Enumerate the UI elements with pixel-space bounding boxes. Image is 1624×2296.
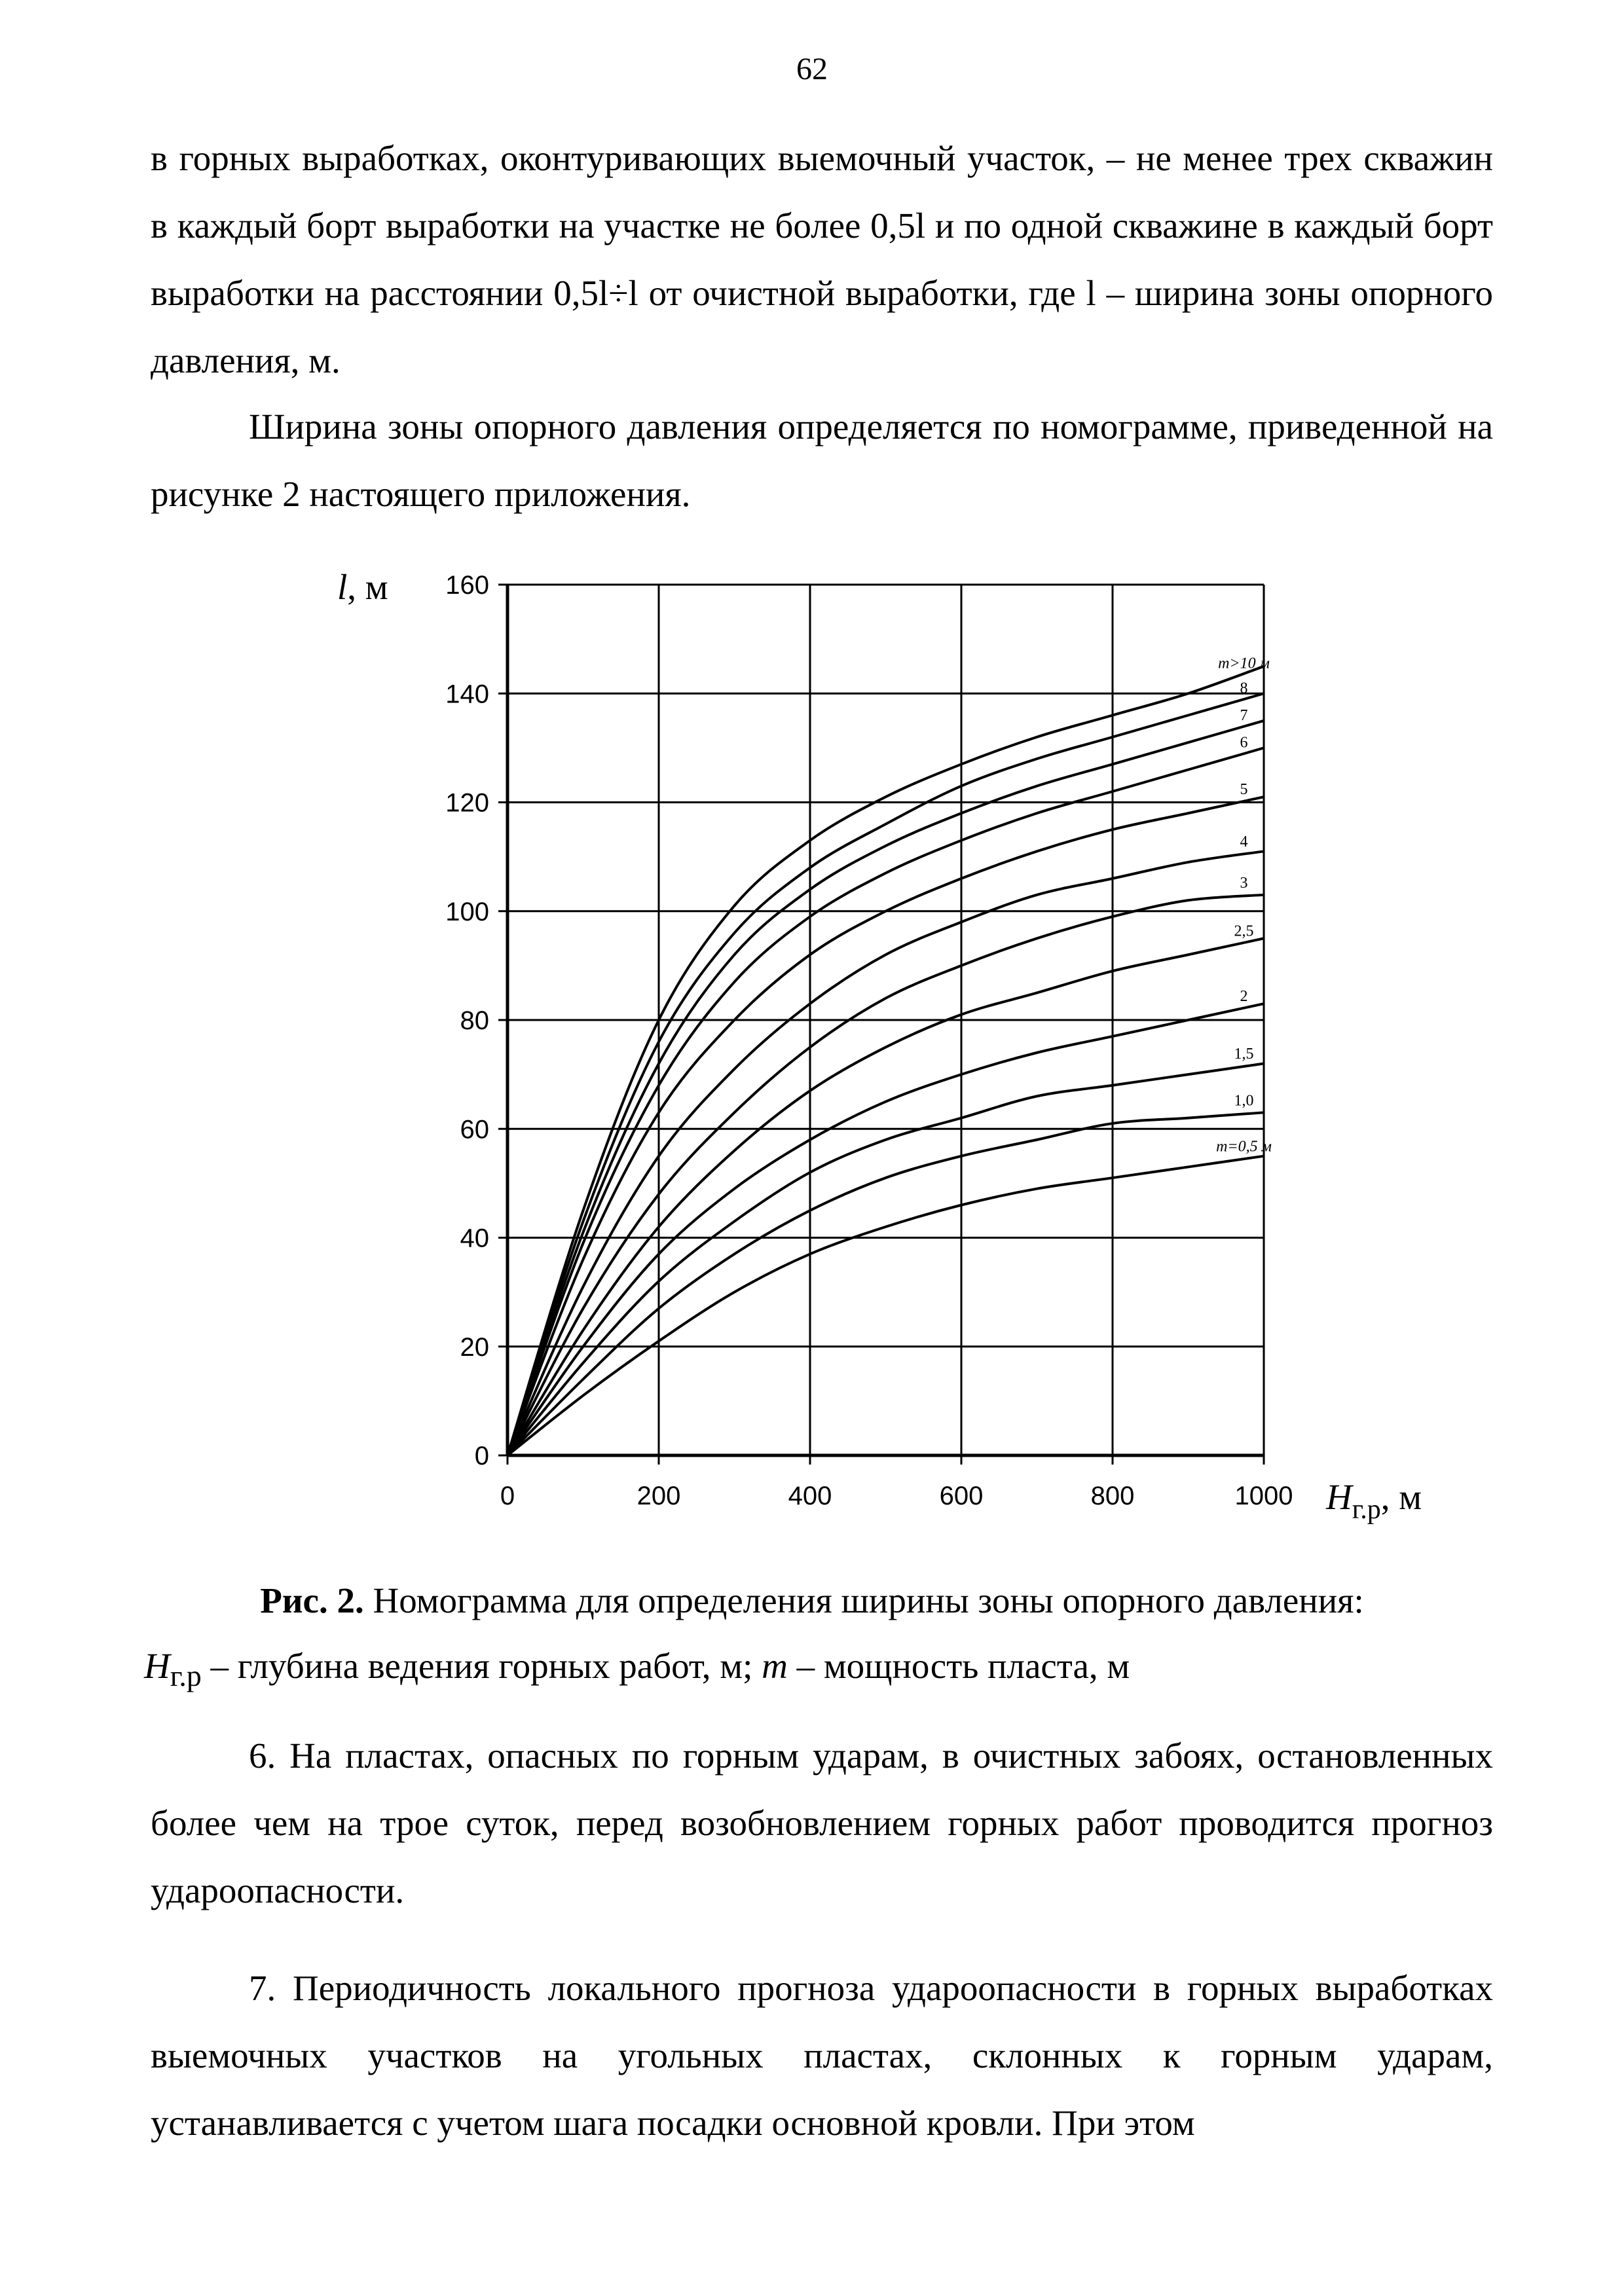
x-tick-label: 1000 [1234,1482,1293,1510]
series-label: 4 [1240,833,1248,850]
grid [498,585,1264,1465]
series-label: 5 [1240,781,1248,799]
y-axis-unit: , м [347,567,388,607]
x-tick-label: 0 [500,1482,515,1510]
caption-m-description: – мощность пласта, м [787,1646,1130,1686]
caption-h-description: – глубина ведения горных работ, м; [201,1646,762,1686]
y-tick-label: 80 [460,1006,489,1035]
y-tick-label: 40 [460,1224,489,1253]
x-axis-symbol: H [1326,1477,1352,1517]
x-tick-label: 200 [637,1482,681,1510]
caption-h-symbol: H [144,1646,170,1686]
series-line-3 [507,1004,1264,1455]
x-tick-label: 600 [939,1482,984,1510]
y-tick-label: 0 [474,1442,489,1470]
figure-caption [0,1568,1624,1692]
series-label: 6 [1240,734,1248,752]
series-label: 7 [1240,707,1248,725]
series-lines [507,666,1264,1455]
series-label: 3 [1240,875,1248,892]
x-axis-unit: , м [1380,1477,1422,1517]
y-tick-label: 20 [460,1332,489,1362]
series-line-11 [507,666,1264,1455]
paragraph-7: 7. Периодичность локального прогноза удароопасности в горных выработках выемочных участков на угольных пластах, склонных к горным ударам, устанавливается с учетом шага посадки основной кровли. При этом [151,1968,1493,2143]
series-label: m=0,5 м [1216,1138,1272,1156]
x-tick-label: 400 [788,1482,832,1510]
y-axis-symbol: l [337,567,348,607]
x-tick-label: 800 [1090,1482,1135,1510]
x-axis-subscript: г.р [1352,1495,1381,1525]
caption-m-symbol: m [762,1646,788,1686]
y-axis-label [337,567,388,607]
series-label: 1,5 [1234,1046,1254,1063]
caption-label: Рис. 2. [260,1580,364,1620]
paragraph-2: Ширина зоны опорного давления определяется по номограмме, приведенной на рисунке 2 настоящего приложения. [151,407,1493,514]
series-line-9 [507,721,1264,1455]
y-tick-label: 60 [460,1115,489,1144]
y-tick-label: 140 [445,680,489,709]
series-line-5 [507,895,1264,1455]
caption-line-1 [0,1568,1624,1633]
series-line-1 [507,1112,1264,1455]
series-label: 2,5 [1234,922,1254,940]
caption-h-subscript: г.р [170,1659,202,1692]
series-label: m>10 м [1218,655,1270,672]
series-label: 2 [1240,988,1248,1006]
series-label: 1,0 [1234,1092,1254,1110]
series-label: 8 [1240,680,1248,697]
series-line-0 [507,1156,1264,1455]
caption-line-2 [144,1633,1130,1709]
caption-title: Номограмма для определения ширины зоны опорного давления: [363,1580,1364,1620]
series-line-6 [507,851,1264,1455]
y-tick-label: 160 [445,571,489,600]
y-tick-label: 100 [445,897,489,926]
page-number: 62 [796,52,828,86]
y-tick-label: 120 [445,788,489,818]
series-line-4 [507,938,1264,1455]
x-axis-label [1325,1477,1422,1525]
paragraph-6: 6. На пластах, опасных по горным ударам, в очистных забоях, остановленных более чем на трое суток, перед возобновлением горных работ проводится прогноз удароопасности. [151,1736,1493,1910]
tick-labels [445,571,1293,1510]
paragraph-1: в горных выработках, оконтуривающих выемочный участок, – не менее трех скважин в каждый борт выработки на участке не более 0,5l и по одной скважине в каждый борт выработки на расстоянии 0,5l÷l от очистной выработки, где l – ширина зоны опорного давления, м. [151,138,1493,380]
